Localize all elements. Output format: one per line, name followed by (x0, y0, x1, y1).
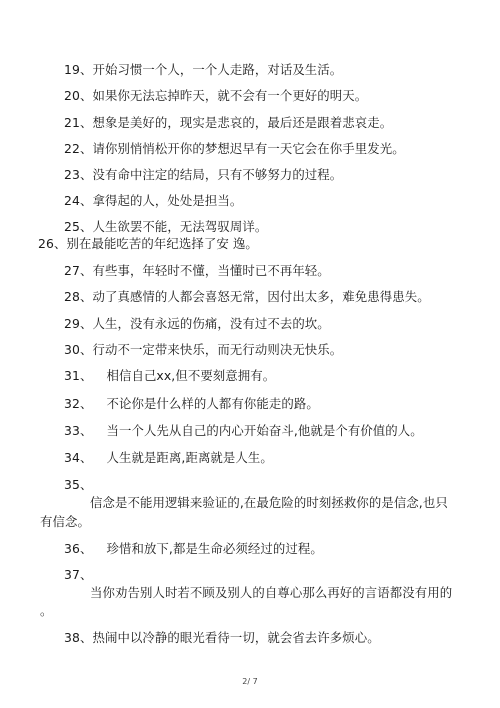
list-item-number: 37、 (64, 567, 93, 582)
list-item (64, 342, 342, 358)
item-text-continuation: 。 (40, 603, 53, 618)
page-number: 2/ 7 (242, 677, 258, 686)
list-item (64, 62, 342, 78)
item-text: 别在最能吃苦的年纪选择了安 逸。 (66, 236, 258, 251)
item-text: 没有命中注定的结局，只有不够努力的过程。 (92, 167, 343, 182)
item-text: 动了真感情的人都会喜怒无常，因付出太多，难免患得患失。 (92, 289, 430, 304)
item-number: 21、 (64, 115, 93, 130)
item-text: 拿得起的人，处处是担当。 (92, 193, 243, 208)
item-number: 28、 (64, 289, 93, 304)
list-item (64, 115, 392, 131)
list-item (64, 263, 330, 279)
item-number: 26、 (38, 236, 67, 251)
list-item (64, 423, 423, 439)
item-text: 请你别悄悄松开你的梦想迟早有一天它会在你手里发光。 (92, 141, 405, 156)
list-item (64, 219, 267, 235)
item-text: 人生欲罢不能，无法驾驭周详。 (92, 219, 268, 234)
item-text: 当你劝告别人时若不顾及别人的自尊心那么再好的言语都没有用的 (90, 585, 453, 600)
item-text: 想象是美好的，现实是悲哀的，最后还是跟着悲哀走。 (92, 115, 393, 130)
item-number: 29、 (64, 316, 93, 331)
list-item (64, 167, 342, 183)
item-number: 31、 (64, 368, 93, 383)
item-number: 24、 (64, 193, 93, 208)
list-item (64, 88, 367, 104)
item-number: 36、 (64, 541, 93, 556)
list-item (64, 193, 242, 209)
list-item (64, 541, 323, 557)
list-item (64, 316, 330, 332)
item-number: 34、 (64, 450, 93, 465)
list-item (38, 236, 258, 252)
item-text: 如果你无法忘掉昨天，就不会有一个更好的明天。 (92, 88, 368, 103)
list-item (64, 141, 405, 157)
list-item-number: 35、 (64, 477, 93, 492)
item-text: 行动不一定带来快乐，而无行动则决无快乐。 (92, 342, 343, 357)
list-item (64, 289, 430, 305)
item-number: 30、 (64, 342, 93, 357)
list-item (64, 368, 275, 384)
item-text-continuation: 有信念。 (40, 514, 90, 529)
item-number: 22、 (64, 141, 93, 156)
item-text: 热闹中以冷静的眼光看待一切，就会省去许多烦心。 (92, 630, 380, 645)
item-text: 信念是不能用逻辑来验证的,在最危险的时刻拯救你的是信念,也只 (90, 495, 448, 510)
item-text: 有些事，年轻时不懂，当懂时已不再年轻。 (92, 263, 330, 278)
item-number: 33、 (64, 423, 93, 438)
item-text: 珍惜和放下,都是生命必须经过的过程。 (106, 541, 323, 556)
item-text: 不论你是什么样的人都有你能走的路。 (106, 396, 319, 411)
item-number: 32、 (64, 396, 93, 411)
item-number: 20、 (64, 88, 93, 103)
item-text: 人生，没有永远的伤痛，没有过不去的坎。 (92, 316, 330, 331)
item-text: 当一个人先从自己的内心开始奋斗,他就是个有价值的人。 (106, 423, 423, 438)
list-item (64, 630, 380, 646)
list-item (64, 450, 273, 466)
item-number: 23、 (64, 167, 93, 182)
item-number: 27、 (64, 263, 93, 278)
item-number: 38、 (64, 630, 93, 645)
item-text: 开始习惯一个人，一个人走路，对话及生活。 (92, 62, 343, 77)
item-text: 相信自己xx,但不要刻意拥有。 (106, 368, 276, 383)
item-number: 25、 (64, 219, 93, 234)
list-item (64, 396, 319, 412)
item-number: 19、 (64, 62, 93, 77)
item-text: 人生就是距离,距离就是人生。 (106, 450, 273, 465)
